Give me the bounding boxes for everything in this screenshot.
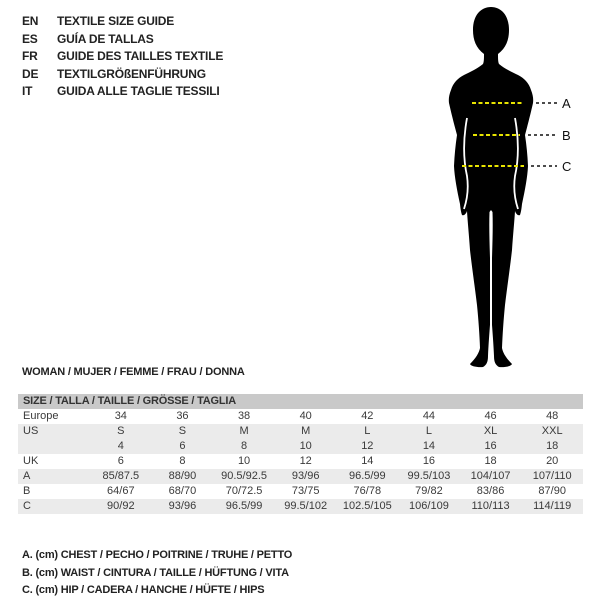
language-title: TEXTILE SIZE GUIDE <box>57 14 175 28</box>
size-value-cell: 64/67 <box>107 485 135 497</box>
language-row-de <box>22 66 223 84</box>
size-value-cell: 79/82 <box>415 485 443 497</box>
size-value-cell: 38 <box>237 410 251 422</box>
row-label: A <box>23 470 31 482</box>
language-code: FR <box>22 49 38 63</box>
size-table-header: SIZE / TALLA / TAILLE / GRÖSSE / TAGLIA <box>18 394 583 409</box>
size-value-cell: 14 <box>361 455 374 467</box>
size-table-row <box>18 454 583 469</box>
size-value-cell: 93/96 <box>168 500 197 512</box>
row-label: C <box>23 500 31 512</box>
size-value-cell: 8 <box>241 440 248 452</box>
size-table-row <box>18 484 583 499</box>
size-value-cell: 73/75 <box>291 485 320 497</box>
size-value-cell: 104/107 <box>470 470 511 482</box>
language-row-fr <box>22 48 223 66</box>
legend-waist: B. (cm) WAIST / CINTURA / TAILLE / HÜFTUNG / VITA <box>22 566 289 579</box>
marker-label-waist: B <box>562 128 571 143</box>
size-value-cell: 10 <box>299 440 312 452</box>
size-value-cell: XL <box>483 425 498 437</box>
size-value-cell: 42 <box>361 410 374 422</box>
language-title: GUIDA ALLE TAGLIE TESSILI <box>57 84 220 98</box>
size-value-cell: 107/110 <box>532 470 572 482</box>
size-value-cell: 88/90 <box>168 470 197 482</box>
marker-label-chest: A <box>562 96 571 111</box>
measurement-legend <box>22 547 292 600</box>
female-silhouette-figure <box>400 0 600 380</box>
size-value-cell: 18 <box>546 440 559 452</box>
language-row-es <box>22 31 223 49</box>
size-value-cell: 106/109 <box>409 500 449 512</box>
size-value-cell: 96.5/99 <box>225 500 263 512</box>
size-value-cell: 8 <box>179 455 186 467</box>
size-value-cell: 102.5/105 <box>342 500 392 512</box>
size-value-cell: 12 <box>299 455 312 467</box>
size-value-cell: L <box>425 425 432 437</box>
size-value-cell: L <box>364 425 371 437</box>
size-value-cell: 90.5/92.5 <box>221 470 267 482</box>
language-code: EN <box>22 14 39 28</box>
size-value-cell: 99.5/103 <box>407 470 451 482</box>
size-value-cell: 85/87.5 <box>102 470 140 482</box>
language-row-it <box>22 83 223 101</box>
marker-label-hip: C <box>562 159 572 174</box>
body-measurement-diagram <box>400 0 600 380</box>
size-value-cell: 6 <box>117 455 124 467</box>
size-value-cell: XXL <box>541 425 563 437</box>
size-value-cell: M <box>301 425 311 437</box>
language-title: GUIDE DES TAILLES TEXTILE <box>57 49 224 63</box>
size-value-cell: 68/70 <box>168 485 197 497</box>
size-value-cell: 110/113 <box>471 500 510 512</box>
size-value-cell: 87/90 <box>538 485 566 497</box>
row-label: US <box>23 425 39 437</box>
size-value-cell: 14 <box>422 440 436 452</box>
size-value-cell: 46 <box>484 410 497 422</box>
size-table <box>18 394 583 514</box>
language-title: TEXTILGRÖßENFÜHRUNG <box>57 66 206 81</box>
language-code: DE <box>22 66 39 81</box>
size-table-row <box>18 499 583 514</box>
size-table-row <box>18 424 583 439</box>
size-value-cell: 36 <box>176 410 189 422</box>
size-value-cell: M <box>239 425 249 437</box>
row-label: Europe <box>23 410 59 422</box>
size-value-cell: 99.5/102 <box>284 500 328 512</box>
size-value-cell: 40 <box>299 410 312 422</box>
legend-chest: A. (cm) CHEST / PECHO / POITRINE / TRUHE / PETTO <box>22 549 293 561</box>
size-table-body <box>18 409 583 514</box>
size-value-cell: 16 <box>422 455 436 467</box>
size-table-row <box>18 469 583 484</box>
size-value-cell: 90/92 <box>107 500 135 512</box>
size-value-cell: 114/119 <box>533 500 572 512</box>
language-code: IT <box>22 84 33 98</box>
language-heading-block <box>22 13 223 101</box>
size-value-cell: 12 <box>361 440 374 452</box>
size-value-cell: 4 <box>117 440 124 452</box>
language-title: GUÍA DE TALLAS <box>57 31 154 46</box>
size-value-cell: 6 <box>179 440 186 452</box>
size-table-row <box>18 409 583 424</box>
size-value-cell: 34 <box>114 410 127 422</box>
language-row-en <box>22 13 223 31</box>
language-code: ES <box>22 31 38 46</box>
row-label: B <box>23 485 31 497</box>
size-value-cell: 20 <box>546 455 559 467</box>
section-title-woman: WOMAN / MUJER / FEMME / FRAU / DONNA <box>22 366 245 378</box>
size-value-cell: 96.5/99 <box>348 470 386 482</box>
size-value-cell: 83/86 <box>476 485 505 497</box>
size-value-cell: 44 <box>422 410 436 422</box>
size-value-cell: 16 <box>484 440 497 452</box>
size-value-cell: 10 <box>237 455 251 467</box>
size-value-cell: 48 <box>546 410 559 422</box>
size-value-cell: S <box>178 425 187 437</box>
size-table-row <box>18 439 583 454</box>
row-label <box>18 439 90 454</box>
row-label: UK <box>23 455 39 467</box>
size-value-cell: 76/78 <box>353 485 382 497</box>
size-value-cell: 93/96 <box>291 470 320 482</box>
size-value-cell: 18 <box>484 455 497 467</box>
size-value-cell: 70/72.5 <box>225 485 263 497</box>
legend-hip: C. (cm) HIP / CADERA / HANCHE / HÜFTE / HIPS <box>22 584 265 596</box>
size-value-cell: S <box>117 425 125 437</box>
